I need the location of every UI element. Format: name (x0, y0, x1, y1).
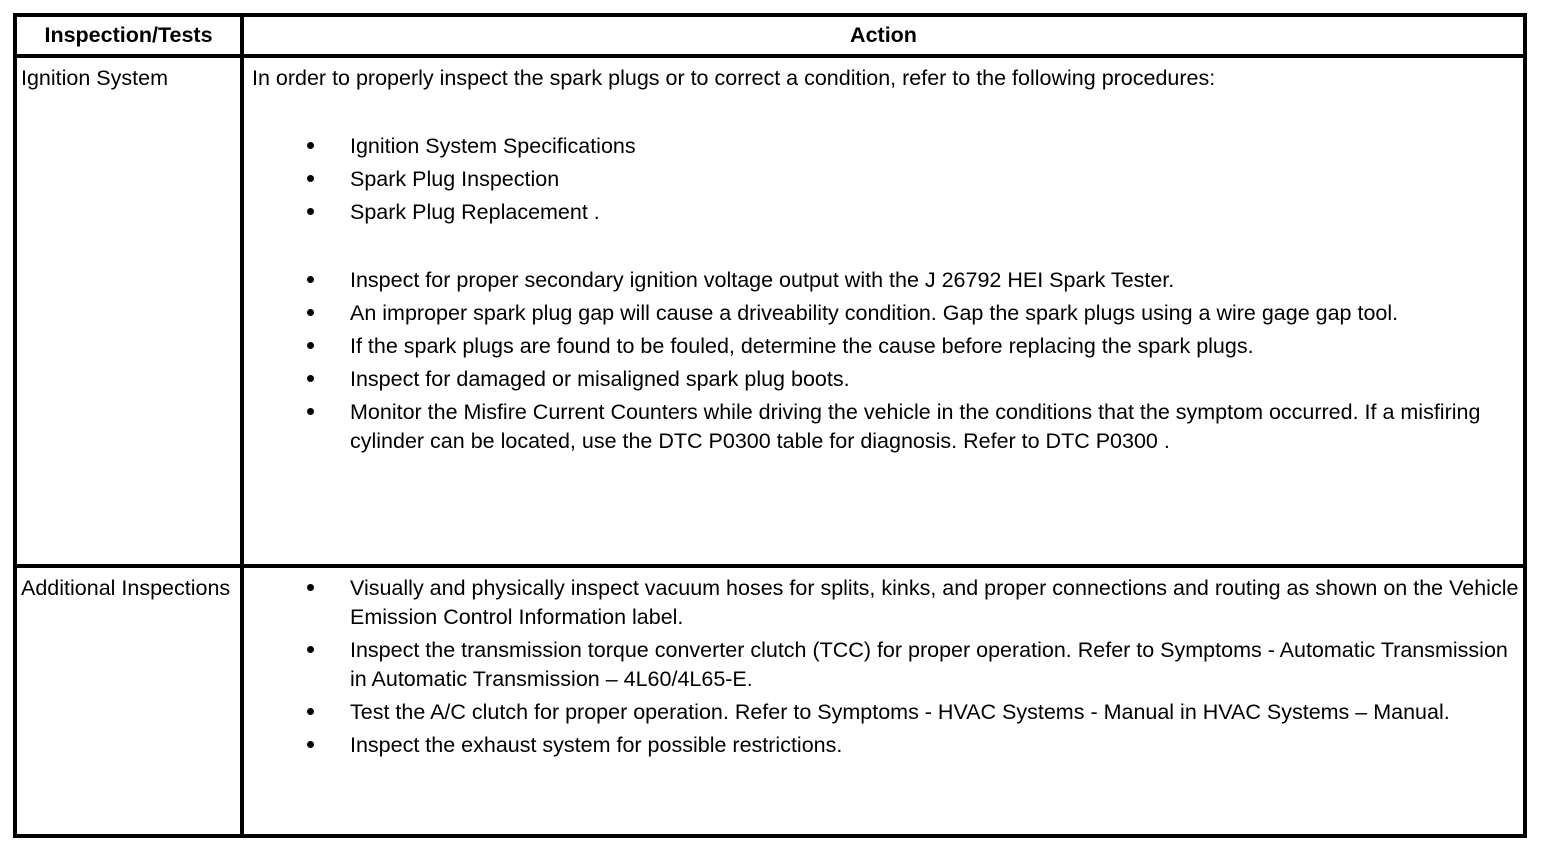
bullet-icon (307, 142, 314, 149)
list-item (252, 698, 1519, 727)
list-item (252, 365, 1519, 394)
ignition-system-action (242, 56, 1525, 566)
inspection-text: Visually and physically inspect vacuum hoses for splits, kinks, and proper connections and routing as shown on the Vehicle Emission Control Information label. (350, 576, 1519, 630)
procedure-text: Spark Plug Inspection (350, 167, 560, 192)
list-item (252, 332, 1519, 361)
check-text: Monitor the Misfire Current Counters while driving the vehicle in the conditions that the symptom occurred. If a misfiring cylinder can be located, use the DTC P0300 table for diagnosis. Refer to DTC P0300 . (350, 400, 1481, 454)
bullet-icon (307, 208, 314, 215)
check-text: Inspect for proper secondary ignition voltage output with the J 26792 HEI Spark Tester. (350, 268, 1175, 293)
bullet-icon (307, 342, 314, 349)
check-text: An improper spark plug gap will cause a driveability condition. Gap the spark plugs using a wire gage gap tool. (350, 301, 1399, 326)
list-item (252, 198, 1519, 227)
ignition-system-label: Ignition System (15, 56, 242, 566)
bullet-icon (307, 408, 314, 415)
list-item (252, 132, 1519, 161)
bullet-icon (307, 375, 314, 382)
inspection-table (13, 13, 1527, 838)
list-item (252, 636, 1519, 694)
ignition-procedure-list (252, 132, 1519, 227)
ignition-intro: In order to properly inspect the spark plugs or to correct a condition, refer to the following procedures: (252, 66, 1216, 91)
list-item (252, 574, 1519, 632)
list-item (252, 165, 1519, 194)
bullet-icon (307, 646, 314, 653)
header-action: Action (242, 15, 1525, 56)
list-item (252, 299, 1519, 328)
ignition-check-list (252, 266, 1519, 456)
inspection-text: Inspect the transmission torque converter clutch (TCC) for proper operation. Refer to Symptoms - Automatic Transmission in Automatic Transmission – 4L60/4L65-E. (350, 638, 1508, 692)
procedure-text: Spark Plug Replacement . (350, 200, 600, 225)
procedure-text: Ignition System Specifications (350, 134, 636, 159)
bullet-icon (307, 175, 314, 182)
check-text: Inspect for damaged or misaligned spark plug boots. (350, 367, 850, 392)
bullet-icon (307, 708, 314, 715)
additional-inspection-list (252, 574, 1519, 760)
bullet-icon (307, 309, 314, 316)
header-inspection-tests: Inspection/Tests (15, 15, 242, 56)
table-row-additional-inspections (15, 566, 1525, 836)
list-item (252, 398, 1519, 456)
bullet-icon (307, 584, 314, 591)
inspection-text: Inspect the exhaust system for possible restrictions. (350, 733, 843, 758)
table-row-ignition-system (15, 56, 1525, 566)
list-item (252, 731, 1519, 760)
bullet-icon (307, 276, 314, 283)
list-item (252, 266, 1519, 295)
check-text: If the spark plugs are found to be fouled, determine the cause before replacing the spark plugs. (350, 334, 1254, 359)
bullet-icon (307, 741, 314, 748)
additional-inspections-action (242, 566, 1525, 836)
additional-inspections-label: Additional Inspections (15, 566, 242, 836)
inspection-text: Test the A/C clutch for proper operation. Refer to Symptoms - HVAC Systems - Manual in HVAC Systems – Manual. (350, 700, 1450, 725)
table-header-row (15, 15, 1525, 56)
